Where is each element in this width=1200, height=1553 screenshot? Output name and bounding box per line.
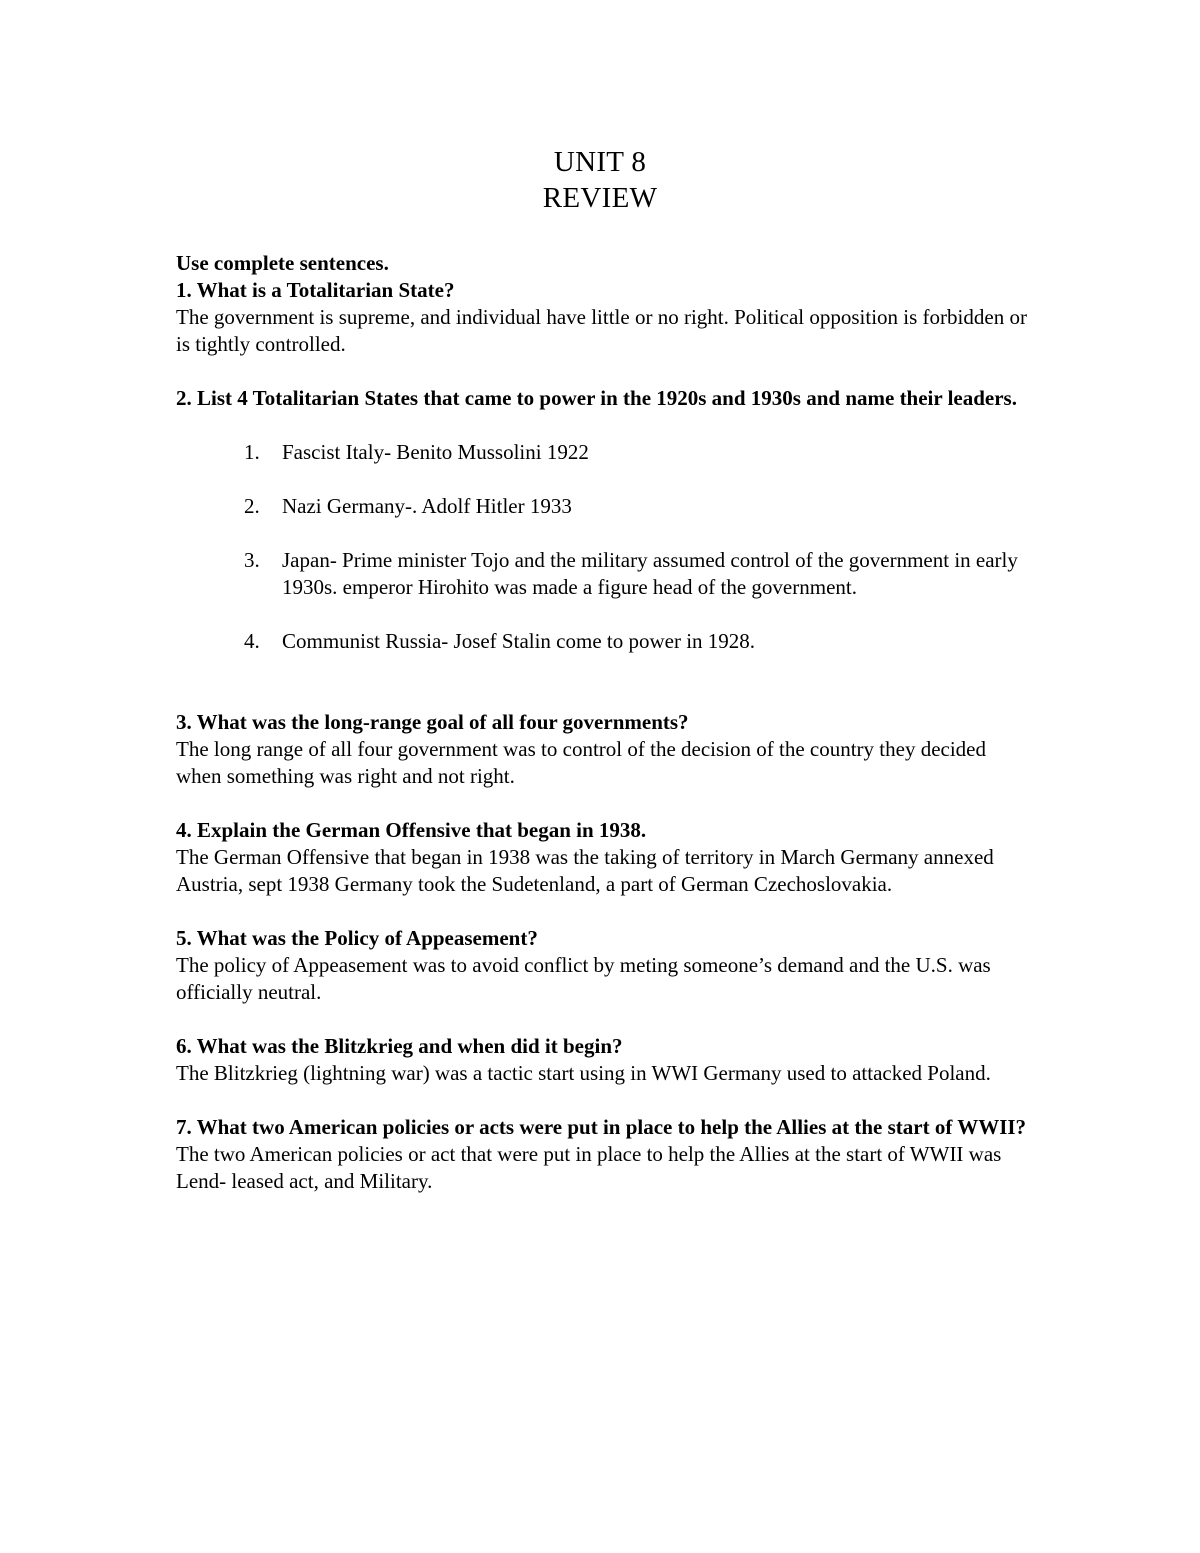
list-item-text: Nazi Germany-. Adolf Hitler 1933 (282, 494, 572, 518)
list-item-number: 2. (244, 494, 260, 518)
list-item-text: Fascist Italy- Benito Mussolini 1922 (282, 440, 589, 464)
totalitarian-states-list (176, 439, 1036, 655)
question-5: 5. What was the Policy of Appeasement? (176, 926, 538, 950)
list-item-number: 1. (244, 440, 260, 464)
document-body (176, 250, 1036, 1195)
question-7: 7. What two American policies or acts were put in place to help the Allies at the start of WWII? (176, 1115, 1027, 1139)
list-item-number: 3. (244, 548, 260, 572)
question-2: 2. List 4 Totalitarian States that came to power in the 1920s and 1930s and name their leaders. (176, 386, 1017, 410)
list-item (176, 439, 1036, 466)
list-item (176, 493, 1036, 520)
page-title-review: REVIEW (542, 182, 658, 214)
question-6: 6. What was the Blitzkrieg and when did it begin? (176, 1034, 623, 1058)
answer-6: The Blitzkrieg (lightning war) was a tactic start using in WWI Germany used to attacked Poland. (176, 1061, 991, 1085)
question-1: 1. What is a Totalitarian State? (176, 278, 455, 302)
answer-7: The two American policies or act that were put in place to help the Allies at the start of WWII was Lend- leased act, and Military. (176, 1142, 1002, 1193)
list-item (176, 547, 1036, 601)
question-3: 3. What was the long-range goal of all four governments? (176, 710, 689, 734)
list-item-text: Japan- Prime minister Tojo and the military assumed control of the government in early 1930s. emperor Hirohito was made a figure head of the government. (282, 548, 1018, 599)
answer-4: The German Offensive that began in 1938 was the taking of territory in March Germany annexed Austria, sept 1938 Germany took the Sudetenland, a part of German Czechoslovakia. (176, 845, 994, 896)
answer-5: The policy of Appeasement was to avoid conflict by meting someone’s demand and the U.S. was officially neutral. (176, 953, 991, 1004)
answer-1: The government is supreme, and individual have little or no right. Political opposition is forbidden or is tightly controlled. (176, 305, 1027, 356)
question-4: 4. Explain the German Offensive that began in 1938. (176, 818, 647, 842)
list-item-text: Communist Russia- Josef Stalin come to power in 1928. (282, 629, 756, 653)
page-title-unit: UNIT 8 (553, 146, 647, 178)
list-item-number: 4. (244, 629, 260, 653)
instruction-text: Use complete sentences. (176, 251, 389, 275)
list-item (176, 628, 1036, 655)
answer-3: The long range of all four government was to control of the decision of the country they decided when something was right and not right. (176, 737, 986, 788)
